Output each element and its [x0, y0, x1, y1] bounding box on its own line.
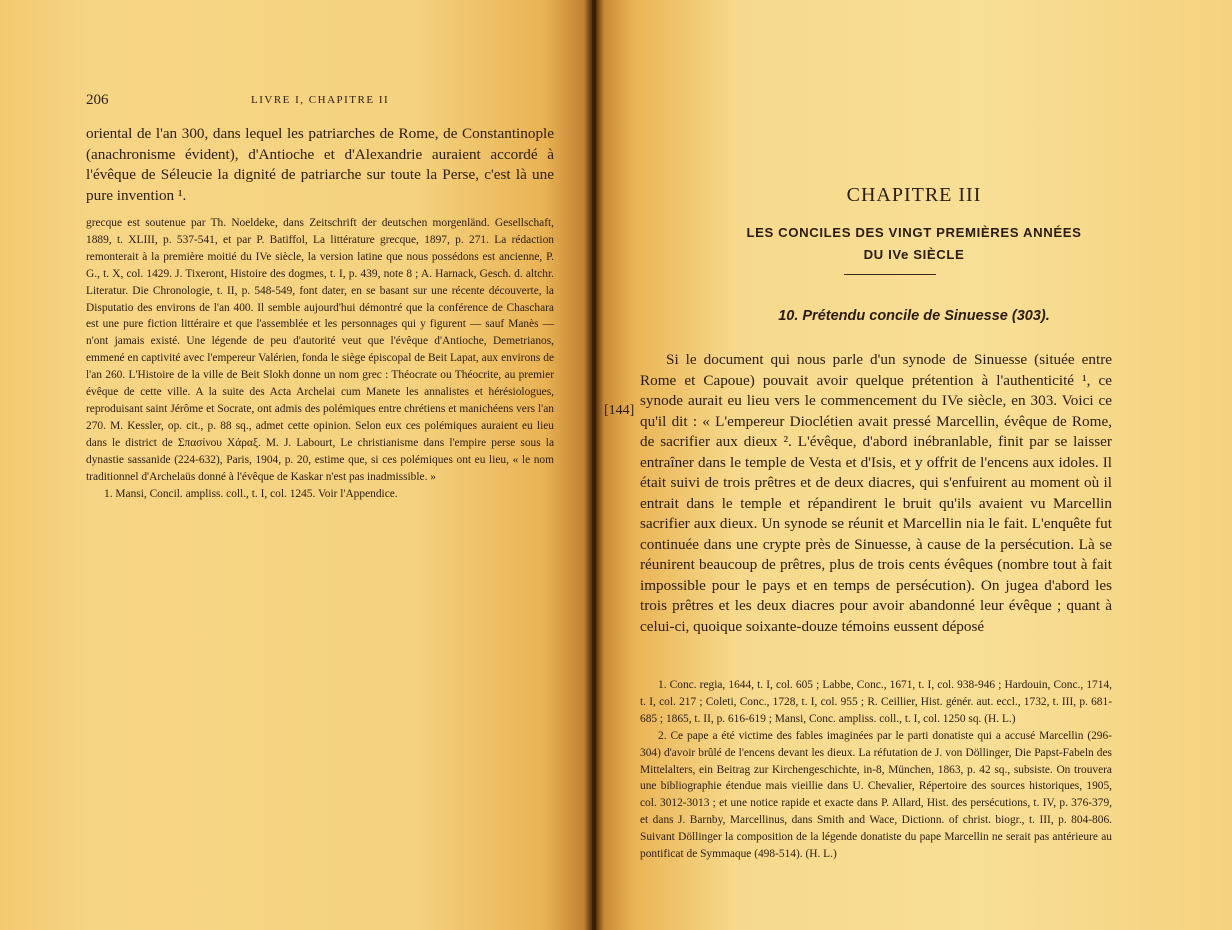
- left-page: [0, 0, 592, 930]
- right-page: [596, 0, 1232, 930]
- right-footnotes: [640, 677, 1112, 863]
- left-footnotes: [86, 215, 554, 502]
- book-gutter: [584, 0, 604, 930]
- footnote-2: 2. Ce pape a été victime des fables imaginées par le parti donatiste qui a accusé Marcellin (296-304) d'avoir brûlé de l'encens devant les dieux. La réfutation de J. von Döllinger, Die Papst-Fabeln des Mittelalters, ein Beitrag zur Kirchengeschichte, in-8, München, 1863, p. 42 sq., subsiste. On trouvera une bibliographie étendue mais vieillie dans U. Chevalier, Répertoire des sources historiques, 1905, col. 3012-3013 ; et une notice rapide et exacte dans P. Allard, Hist. des persécutions, t. IV, p. 376-379, et dans J. Barnby, Marcellinus, dans Smith and Wace, Dictionn. of christ. biogr., t. III, p. 804-806. Suivant Döllinger la composition de la légende donatiste du pape Marcellin ne serait pas antérieure au pontificat de Symmaque (498-514). (H. L.): [640, 729, 1112, 861]
- right-main-text: [640, 350, 1112, 637]
- chapter-title: [596, 222, 1232, 266]
- footnote-continuation: grecque est soutenue par Th. Noeldeke, dans Zeitschrift der deutschen morgenländ. Gesellschaft, 1889, t. XLIII, p. 537-541, et par P. Batiffol, La littérature grecque, 1897, p. 271. La rédaction remonterait à la première moitié du IVe siècle, la version latine que nous possédons est ancienne, P. G., t. X, col. 1429. J. Tixeront, Histoire des dogmes, t. I, p. 439, note 8 ; A. Harnack, Gesch. d. altchr. Literatur. Die Chronologie, t. II, p. 548-549, font dater, en se basant sur une récente découverte, la Disputatio des environs de l'an 400. Il semble aujourd'hui démontré que la conférence de Chaschara est une pure fiction littéraire et que l'assemblée et les personnages qui y figurent — sauf Manès — n'ont jamais existé. Une légende de peu d'autorité veut que l'évêque d'Antioche, Demetrianos, emmené en captivité avec l'empereur Valérien, fonda le siège épiscopal de Beit Lapat, aux environs de l'an 260. L'Histoire de la ville de Beit Slokh donne un nom grec : Théocrate ou Théocrite, au premier évêque de cette ville. A la suite des Acta Archelai cum Manete les annalistes et hérésiologues, reproduisant saint Jérôme et Socrate, ont admis des polémiques entre chrétiens et manichéens vers l'an 270. M. Kessler, op. cit., p. 88 sq., admet cette opinion. Selon eux ces polémiques auraient eu lieu dans le district de Σπασίνου Χάραξ. M. J. Labourt, Le christianisme dans l'empire perse sous la dynastie sassanide (224-632), Paris, 1904, p. 20, estime que, si ces polémiques ont eu lieu, « le nom traditionnel d'Archelaüs donné à l'évêque de Kaskar n'est pas inadmissible. »: [86, 217, 554, 483]
- chapter-title-line-2: DU IVe SIÈCLE: [863, 247, 965, 262]
- running-title: LIVRE I, CHAPITRE II: [251, 94, 390, 106]
- chapter-title-line-1: LES CONCILES DES VINGT PREMIÈRES ANNÉES: [746, 225, 1082, 240]
- footnote-1: 1. Conc. regia, 1644, t. I, col. 605 ; Labbe, Conc., 1671, t. I, col. 938-946 ; Hardouin, Conc., 1714, t. I, col. 217 ; Coleti, Conc., 1728, t. I, col. 955 ; R. Ceillier, Hist. génér. aut. eccl., 1732, t. III, p. 681-685 ; 1865, t. II, p. 616-619 ; Mansi, Conc. ampliss. coll., t. I, col. 1250 sq. (H. L.): [640, 679, 1112, 725]
- chapter-label: CHAPITRE III: [846, 184, 982, 206]
- page-number: 206: [86, 92, 109, 108]
- paragraph: oriental de l'an 300, dans lequel les patriarches de Rome, de Constantinople (anachronisme évident), d'Antioche et d'Alexandrie auraient accordé à l'évêque de Séleucie la dignité de patriarche sur toute la Perse, c'est là une pure invention ¹.: [86, 125, 554, 204]
- left-main-text: [86, 124, 554, 206]
- running-header: [86, 92, 556, 114]
- margin-page-ref: [144]: [604, 403, 635, 418]
- footnote-1: 1. Mansi, Concil. ampliss. coll., t. I, col. 1245. Voir l'Appendice.: [104, 487, 398, 500]
- section-title: 10. Prétendu concile de Sinuesse (303).: [778, 308, 1050, 324]
- paragraph: Si le document qui nous parle d'un synode de Sinuesse (située entre Rome et Capoue) pouvait avoir quelque prétention à l'authenticité ¹, ce synode aurait eu lieu vers le commencement du IVe siècle, en 303. Voici ce qu'il dit : « L'empereur Dioclétien avait pressé Marcellin, évêque de Rome, de sacrifier aux dieux ². L'évêque, d'abord inébranlable, finit par se laisser entraîner dans le temple de Vesta et d'Isis, et y offrit de l'encens aux idoles. Il était suivi de trois prêtres et de deux diacres, qui s'enfuirent au moment où il entrait dans le temple et répandirent le bruit qu'ils avaient vu Marcellin sacrifier aux dieux. Un synode se réunit et Marcellin nia le fait. L'enquête fut continuée dans une crypte près de Sinuesse, à cause de la persécution. Là se réunirent beaucoup de prêtres, plus de trois cents évêques (nombre tout à fait impossible pour le pays et en temps de persécution). On jugea d'abord les trois prêtres et les deux diacres pour avoir abandonné leur évêque ; quant à celui-ci, quoique soixante-douze témoins eussent déposé: [640, 351, 1112, 635]
- chapter-rule: [844, 274, 936, 275]
